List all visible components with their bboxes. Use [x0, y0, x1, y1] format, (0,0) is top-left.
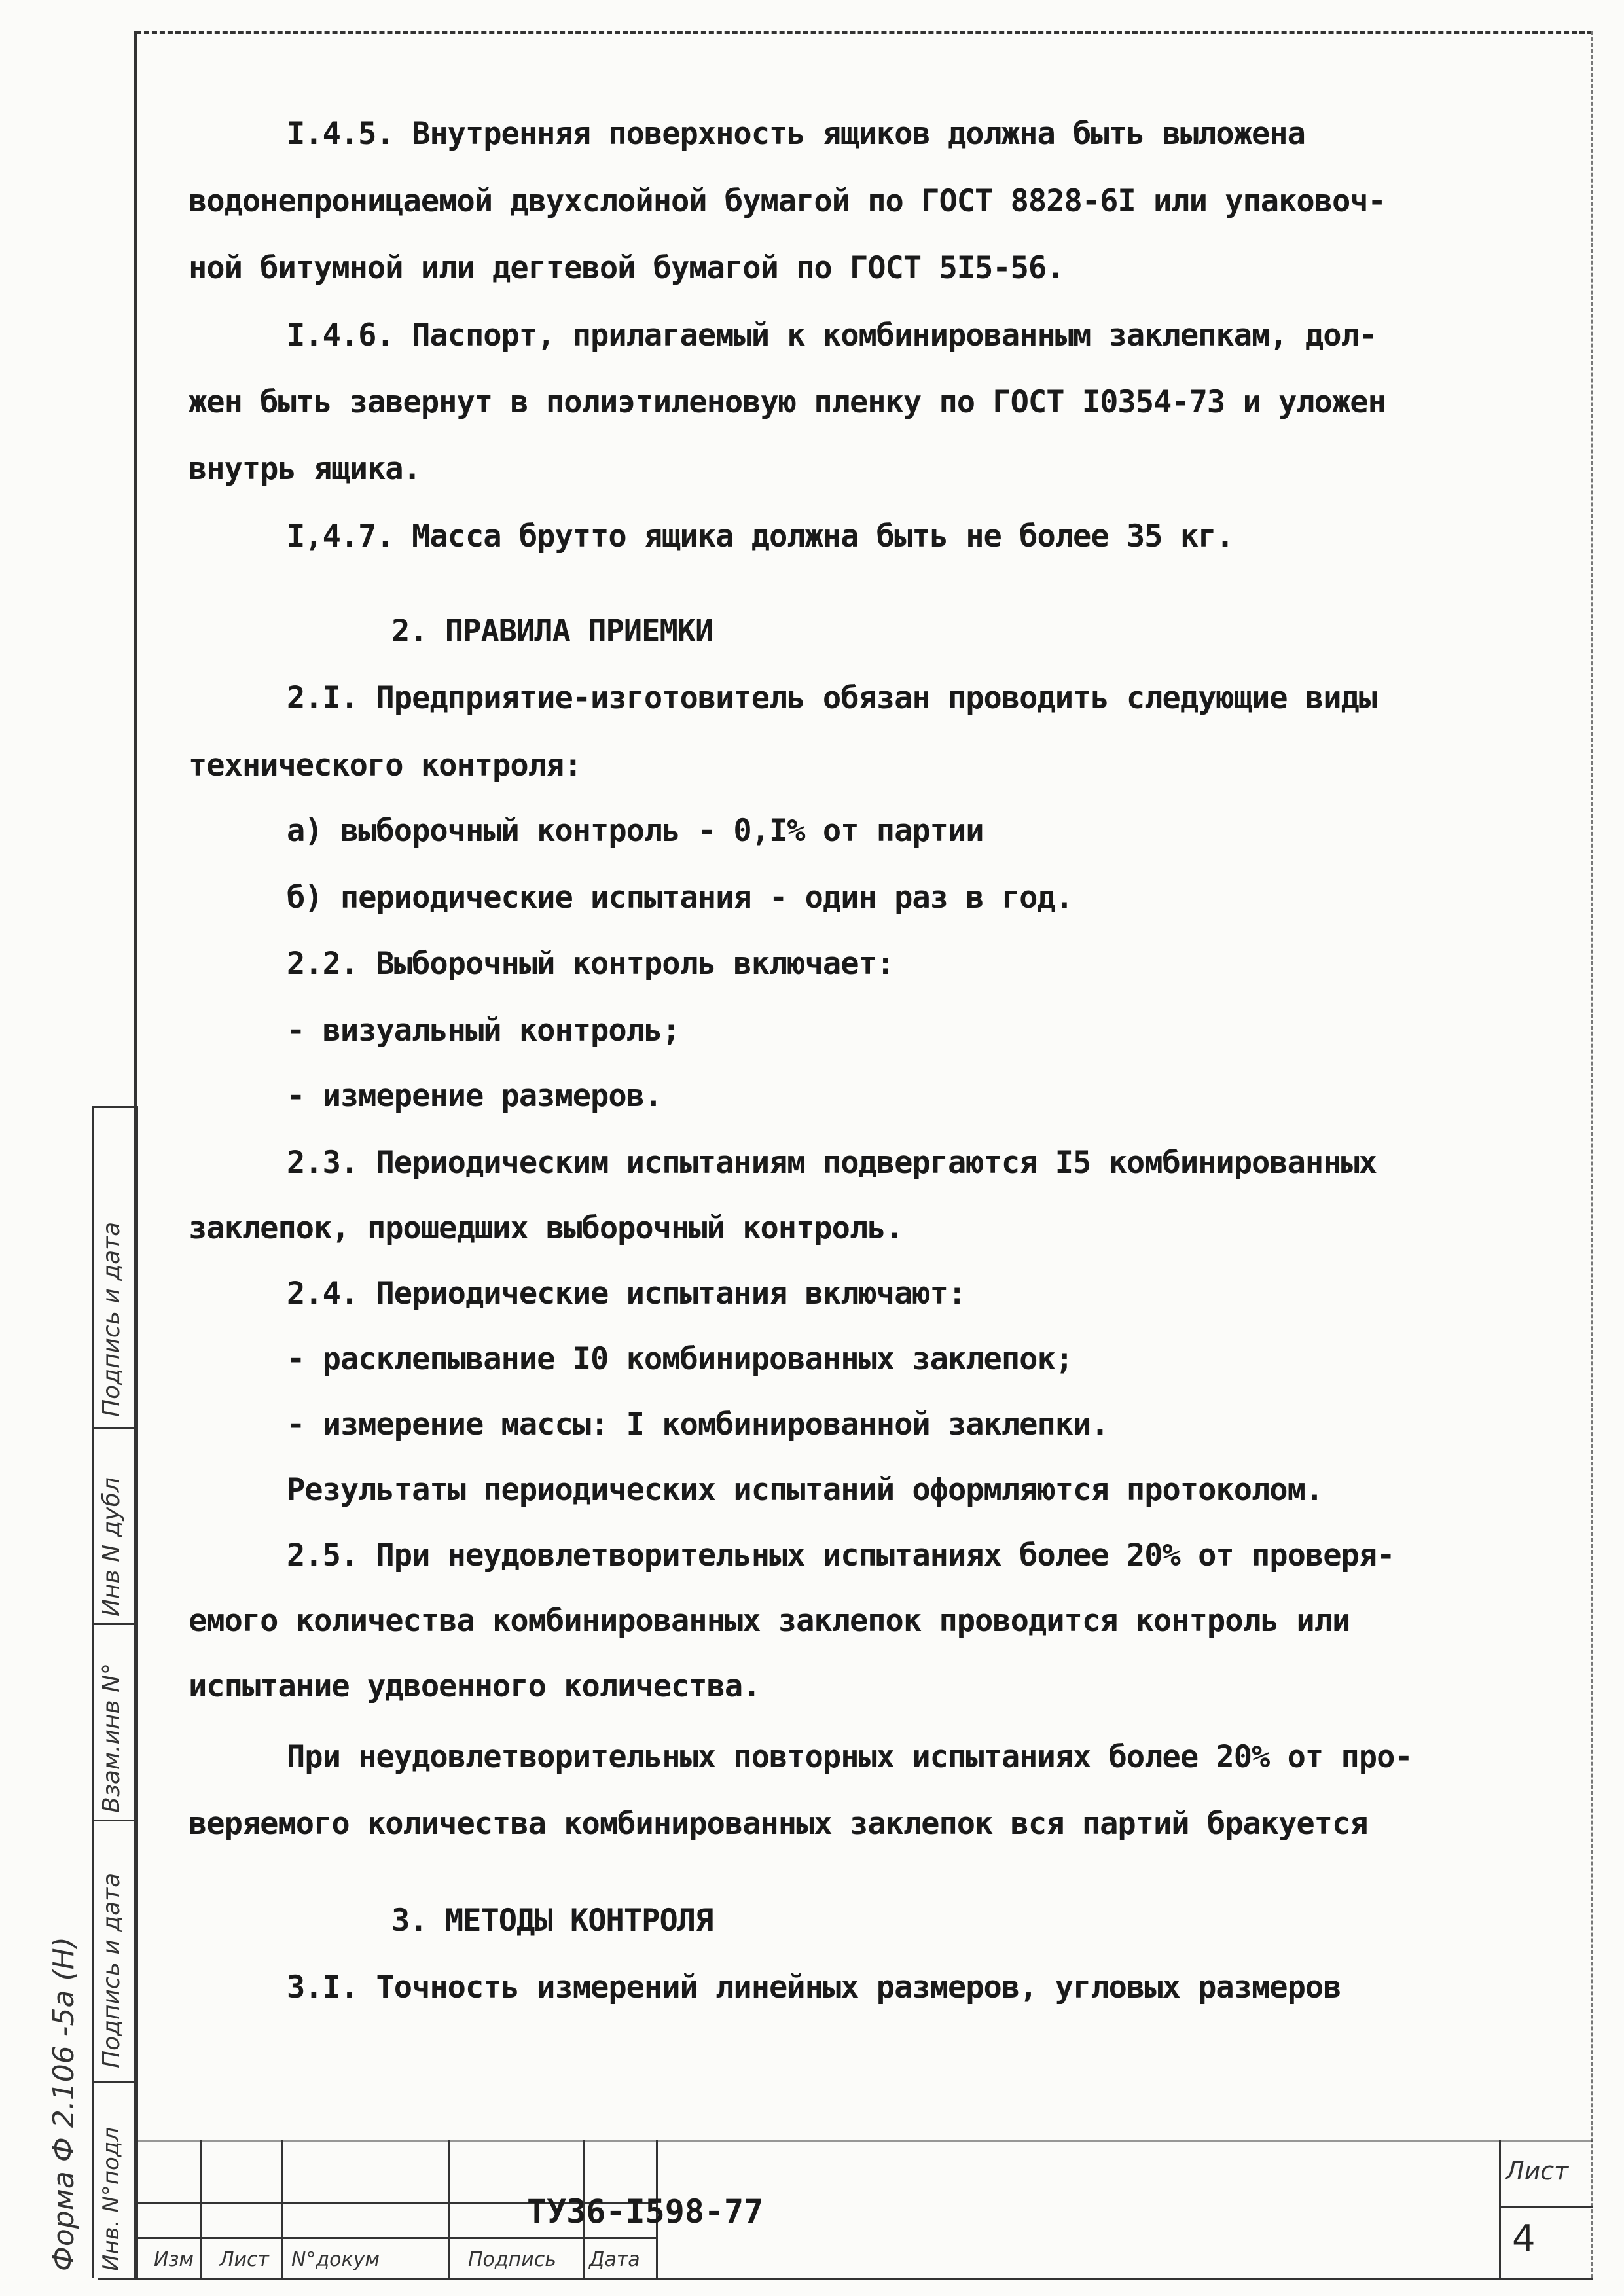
body-line: - измерение размеров. — [287, 1078, 662, 1114]
body-line: емого количества комбинированных заклепок проводится контроль или — [189, 1603, 1350, 1639]
body-line: 2.3. Периодическим испытаниям подвергаются I5 комбинированных — [287, 1145, 1377, 1181]
tb-divider — [1499, 2140, 1501, 2278]
body-line: технического контроля: — [189, 747, 582, 783]
inv-podl-label: Инв. N°подл — [98, 2126, 124, 2271]
side-divider — [92, 1820, 137, 1821]
body-line: 2.5. При неудовлетворительных испытаниях более 20% от проверя- — [287, 1537, 1395, 1573]
tb-divider — [281, 2140, 283, 2278]
frame-bottom-border — [98, 2278, 1593, 2280]
tb-divider — [448, 2140, 450, 2278]
title-block — [134, 2140, 1593, 2278]
body-line: водонепроницаемой двухслойной бумагой по ГОСТ 8828-6I или упаковоч- — [189, 183, 1386, 219]
side-stamp — [46, 1106, 137, 2278]
body-line: жен быть завернут в полиэтиленовую пленку по ГОСТ I0354-73 и уложен — [189, 384, 1386, 420]
col-podp-label: Подпись — [468, 2248, 556, 2271]
section-heading: 3. МЕТОДЫ КОНТРОЛЯ — [391, 1903, 713, 1939]
col-data-label: Дата — [589, 2248, 640, 2271]
tb-divider — [134, 2237, 658, 2239]
body-line: - измерение массы: I комбинированной заклепки. — [287, 1407, 1109, 1443]
body-line: веряемого количества комбинированных заклепок вся партий бракуется — [189, 1806, 1368, 1842]
col-izm-label: Изм — [154, 2248, 194, 2271]
side-divider — [136, 1106, 138, 2278]
frame-right-border — [1591, 31, 1593, 2278]
body-line: Результаты периодических испытаний оформляются протоколом. — [287, 1472, 1324, 1508]
body-line: испытание удвоенного количества. — [189, 1668, 761, 1704]
body-line: 2.2. Выборочный контроль включает: — [287, 946, 895, 982]
frame-top-border — [136, 31, 1593, 34]
form-label: Форма Ф 2.106 -5а (Н) — [47, 1937, 81, 2271]
body-line: заклепок, прошедших выборочный контроль. — [189, 1210, 903, 1246]
body-line: 2.I. Предприятие-изготовитель обязан проводить следующие виды — [287, 680, 1377, 716]
side-divider — [92, 2081, 137, 2083]
side-divider — [92, 1623, 137, 1625]
side-divider — [92, 1427, 137, 1429]
body-line: 2.4. Периодические испытания включают: — [287, 1276, 966, 1312]
body-line: I.4.6. Паспорт, прилагаемый к комбинированным заклепкам, дол- — [287, 317, 1377, 353]
sheet-label: Лист — [1506, 2157, 1569, 2185]
section-heading: 2. ПРАВИЛА ПРИЕМКИ — [391, 613, 713, 649]
inv-dubl-label: Инв N дубл — [98, 1477, 125, 1617]
body-line: I,4.7. Масса брутто ящика должна быть не более 35 кг. — [287, 518, 1234, 554]
body-line: б) периодические испытания - один раз в год. — [287, 880, 1074, 916]
body-line: 3.I. Точность измерений линейных размеров, угловых размеров — [287, 1969, 1341, 2005]
body-line: - расклепывание I0 комбинированных заклепок; — [287, 1341, 1074, 1377]
body-line: При неудовлетворительных повторных испытаниях более 20% от про- — [287, 1739, 1413, 1775]
body-line: внутрь ящика. — [189, 451, 421, 487]
document-code: ТУ36-I598-77 — [527, 2193, 764, 2231]
body-line: - визуальный контроль; — [287, 1013, 680, 1049]
tb-divider — [200, 2140, 202, 2278]
body-line: I.4.5. Внутренняя поверхность ящиков должна быть выложена — [287, 116, 1305, 152]
tb-divider — [1499, 2206, 1593, 2208]
body-line: ной битумной или дегтевой бумагой по ГОСТ 5I5-56. — [189, 250, 1064, 286]
col-list-label: Лист — [219, 2248, 270, 2271]
col-doc-label: N°докум — [291, 2248, 380, 2271]
sheet-number: 4 — [1512, 2217, 1536, 2260]
vzam-inv-label: Взам.инв N° — [98, 1662, 125, 1813]
podpis-data-label: Подпись и дата — [98, 1873, 125, 2068]
side-divider — [92, 1106, 137, 1108]
body-line: а) выборочный контроль - 0,I% от партии — [287, 813, 984, 849]
tb-divider — [134, 2140, 1593, 2142]
side-divider — [92, 1106, 94, 2278]
podpis-data-label: Подпись и дата — [98, 1221, 125, 1417]
